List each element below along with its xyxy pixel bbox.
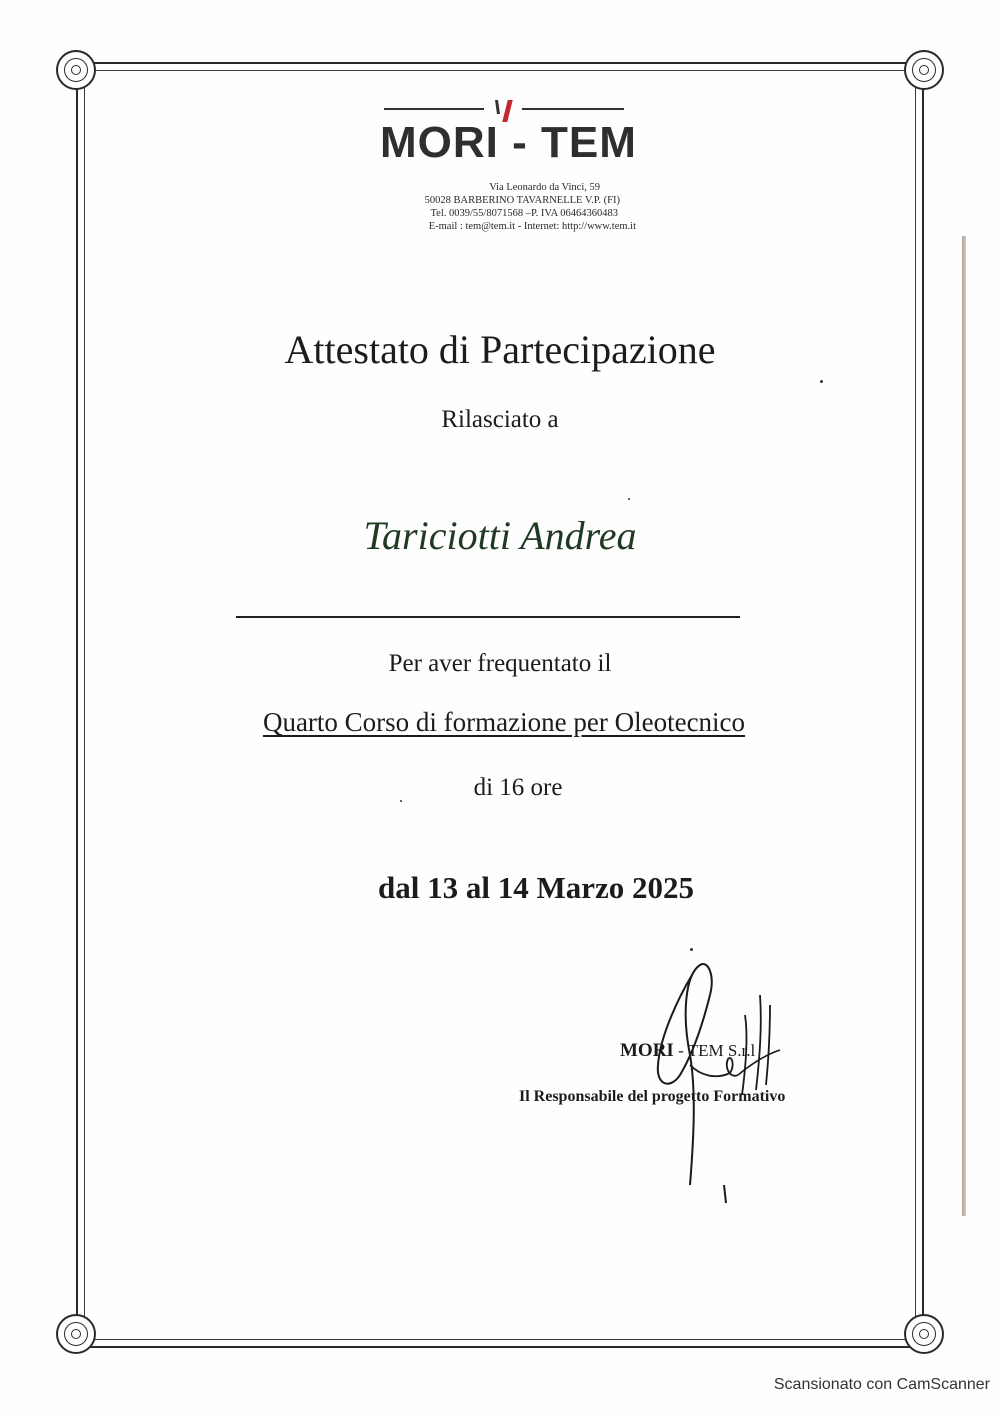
corner-ornament-bottom-right bbox=[904, 1314, 944, 1354]
course-name bbox=[100, 707, 908, 738]
corner-ornament-bottom-left bbox=[56, 1314, 96, 1354]
handwritten-signature bbox=[620, 955, 820, 1205]
recipient-underline bbox=[236, 616, 740, 618]
company-contact-email: E-mail : tem@tem.it - Internet: http://www.tem.it bbox=[428, 221, 636, 232]
logo-rule-right bbox=[522, 108, 624, 110]
signatory-company-suffix: - TEM S.r.l bbox=[678, 1041, 756, 1060]
course-duration: di 16 ore bbox=[473, 774, 563, 801]
course-dates: dal 13 al 14 Marzo 2025 bbox=[378, 870, 694, 905]
certificate-subtitle: Rilasciato a bbox=[441, 406, 559, 433]
corner-ornament-top-left bbox=[56, 50, 96, 90]
corner-ornament-top-right bbox=[904, 50, 944, 90]
scan-speck bbox=[400, 800, 402, 802]
course-name-text: Quarto Corso di formazione per Oleotecnico bbox=[262, 707, 746, 737]
logo-brand-text: MORI - TEM bbox=[380, 118, 637, 167]
signatory-role: Il Responsabile del progetto Formativo bbox=[519, 1088, 786, 1105]
scan-speck bbox=[820, 380, 823, 383]
scan-speck bbox=[628, 498, 630, 500]
course-intro: Per aver frequentato il bbox=[388, 650, 612, 677]
recipient-name: Tariciotti Andrea bbox=[363, 513, 637, 558]
company-address-line2: 50028 BARBERINO TAVARNELLE V.P. (FI) bbox=[424, 195, 620, 206]
company-contact-phone: Tel. 0039/55/8071568 –P. IVA 06464360483 bbox=[430, 208, 618, 219]
scan-speck bbox=[690, 948, 693, 951]
signatory-company-name: MORI bbox=[620, 1040, 674, 1061]
scan-edge-shadow bbox=[962, 236, 966, 1216]
logo-rule-left bbox=[384, 108, 484, 110]
scanner-watermark: Scansionato con CamScanner bbox=[773, 1376, 990, 1393]
certificate-title: Attestato di Partecipazione bbox=[284, 327, 716, 372]
logo-tick-black bbox=[495, 100, 500, 114]
company-address-line1: Via Leonardo da Vinci, 59 bbox=[489, 182, 600, 193]
